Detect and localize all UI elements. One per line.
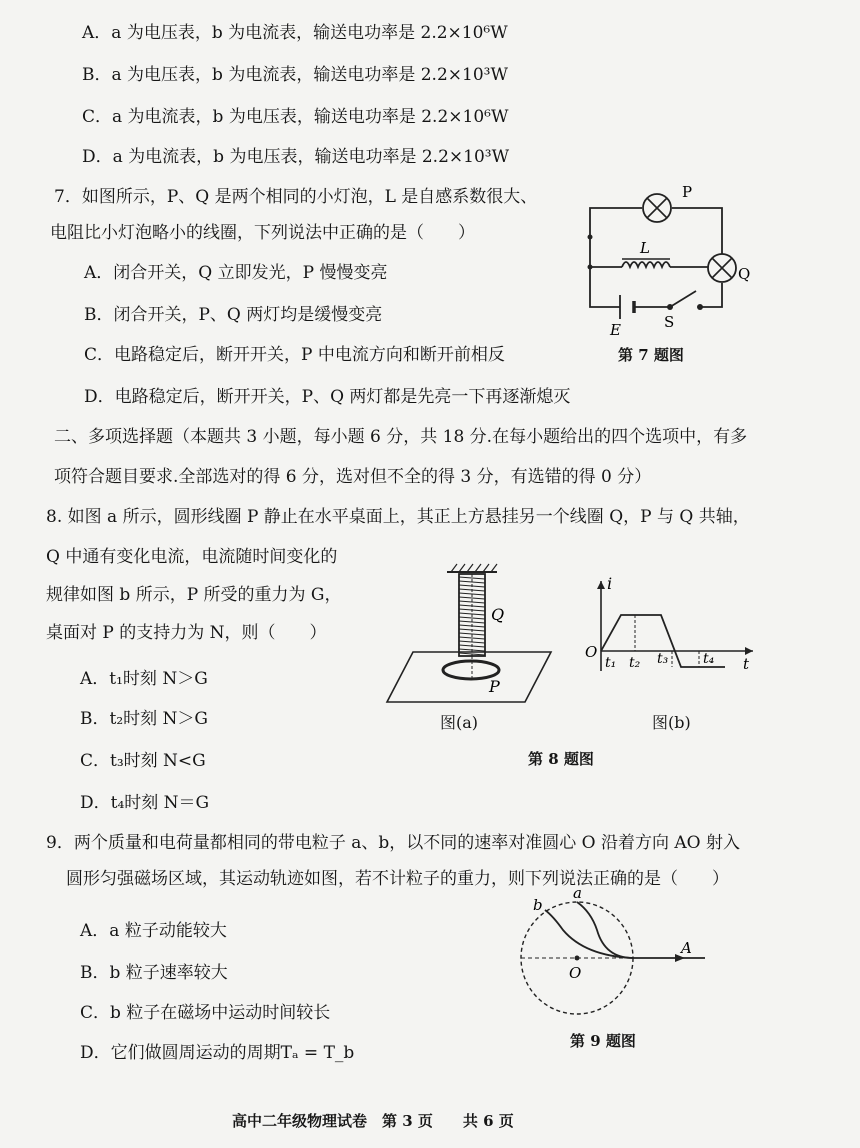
q9-option-a: A．a 粒子动能较大 bbox=[80, 921, 227, 941]
label-q9-o: O bbox=[569, 964, 582, 982]
tick-t1: t₁ bbox=[605, 655, 617, 671]
q7-option-c: C．电路稳定后，断开开关，P 中电流方向和断开前相反 bbox=[84, 345, 505, 365]
q9-figure bbox=[515, 890, 715, 1020]
q9-stem-line2: 圆形匀强磁场区域，其运动轨迹如图，若不计粒子的重力，则下列说法正确的是（ ） bbox=[66, 869, 729, 889]
coil-winding bbox=[459, 577, 485, 579]
q9-stem-line1: 9．两个质量和电荷量都相同的带电粒子 a、b，以不同的速率对准圆心 O 沿着方向 AO 射入 bbox=[46, 833, 741, 853]
q8-stem-line3: 规律如图 b 所示，P 所受的重力为 G， bbox=[46, 585, 342, 605]
q6-option-b: B．a 为电压表，b 为电流表，输送电功率是 2.2×10³W bbox=[82, 65, 508, 85]
inductor-l-icon bbox=[622, 259, 670, 267]
switch-s-icon bbox=[667, 291, 703, 310]
q7-option-b: B．闭合开关，P、Q 两灯均是缓慢变亮 bbox=[84, 305, 383, 325]
label-l: L bbox=[640, 239, 650, 257]
q8-figure-a bbox=[385, 560, 560, 710]
tick-t4: t₄ bbox=[703, 651, 715, 667]
battery-e-icon bbox=[620, 295, 634, 319]
q7-option-a: A．闭合开关，Q 立即发光，P 慢慢变亮 bbox=[84, 263, 388, 283]
q8-option-a: A．t₁时刻 N＞G bbox=[80, 669, 208, 689]
page-footer: 高中二年级物理试卷 第 3 页 共 6 页 bbox=[232, 1112, 514, 1130]
section2-heading-line1: 二、多项选择题（本题共 3 小题，每小题 6 分，共 18 分.在每小题给出的四个选项中，有多 bbox=[54, 427, 748, 447]
label-q9-a: a bbox=[573, 890, 582, 902]
q7-stem-line1: 7．如图所示，P、Q 是两个相同的小灯泡，L 是自感系数很大、 bbox=[54, 187, 538, 207]
q7-circuit-figure bbox=[560, 175, 760, 340]
trajectory-a bbox=[577, 902, 633, 958]
q8-stem-line2: Q 中通有变化电流，电流随时间变化的 bbox=[46, 547, 338, 567]
coil-winding bbox=[459, 597, 485, 599]
q9-option-d: D．它们做圆周运动的周期Tₐ = T_b bbox=[80, 1043, 355, 1063]
q8-figure-b bbox=[585, 575, 760, 675]
lamp-p-icon bbox=[643, 194, 671, 222]
label-s: S bbox=[664, 313, 675, 331]
axis-origin-o: O bbox=[585, 643, 598, 661]
q8-option-c: C．t₃时刻 N<G bbox=[80, 751, 206, 771]
q8-figure-caption: 第 8 题图 bbox=[528, 750, 594, 768]
axis-label-t: t bbox=[743, 655, 750, 673]
q8-option-b: B．t₂时刻 N＞G bbox=[80, 709, 208, 729]
coil-q-icon bbox=[459, 574, 485, 656]
label-p: P bbox=[682, 183, 693, 201]
lamp-q-icon bbox=[708, 254, 736, 282]
label-q9-A: A bbox=[681, 939, 692, 957]
label-q8-p: P bbox=[489, 677, 500, 696]
tick-t2: t₂ bbox=[629, 655, 641, 671]
tick-t3: t₃ bbox=[657, 651, 669, 667]
q9-figure-caption: 第 9 题图 bbox=[570, 1032, 636, 1050]
axis-label-i: i bbox=[607, 575, 613, 593]
q9-option-c: C．b 粒子在磁场中运动时间较长 bbox=[80, 1003, 331, 1023]
coil-winding bbox=[459, 617, 485, 619]
q6-option-c: C．a 为电流表，b 为电压表，输送电功率是 2.2×10⁶W bbox=[82, 107, 509, 127]
label-q: Q bbox=[738, 265, 751, 283]
q8-sub-b: 图(b) bbox=[652, 713, 691, 732]
q7-figure-caption: 第 7 题图 bbox=[618, 346, 684, 364]
q8-sub-a: 图(a) bbox=[440, 713, 479, 732]
label-q8-q: Q bbox=[491, 605, 505, 624]
q7-stem-line2: 电阻比小灯泡略小的线圈，下列说法中正确的是（ ） bbox=[50, 223, 475, 243]
q8-stem-line4: 桌面对 P 的支持力为 N，则（ ） bbox=[46, 623, 327, 643]
q6-option-d: D．a 为电流表，b 为电压表，输送电功率是 2.2×10³W bbox=[82, 147, 510, 167]
q9-option-b: B．b 粒子速率较大 bbox=[80, 963, 228, 983]
trajectory-b bbox=[545, 910, 633, 958]
label-e: E bbox=[610, 321, 621, 339]
q8-option-d: D．t₄时刻 N＝G bbox=[80, 793, 210, 813]
q8-stem-line1: 8. 如图 a 所示，圆形线圈 P 静止在水平桌面上，其正上方悬挂另一个线圈 Q，P 与 Q 共轴， bbox=[46, 507, 750, 527]
q6-option-a: A．a 为电压表，b 为电流表，输送电功率是 2.2×10⁶W bbox=[82, 23, 508, 43]
section2-heading-line2: 项符合题目要求.全部选对的得 6 分，选对但不全的得 3 分，有选错的得 0 分） bbox=[54, 467, 652, 487]
coil-winding bbox=[459, 637, 485, 639]
label-q9-b: b bbox=[533, 896, 543, 914]
q7-option-d: D．电路稳定后，断开开关，P、Q 两灯都是先亮一下再逐渐熄灭 bbox=[84, 387, 571, 407]
